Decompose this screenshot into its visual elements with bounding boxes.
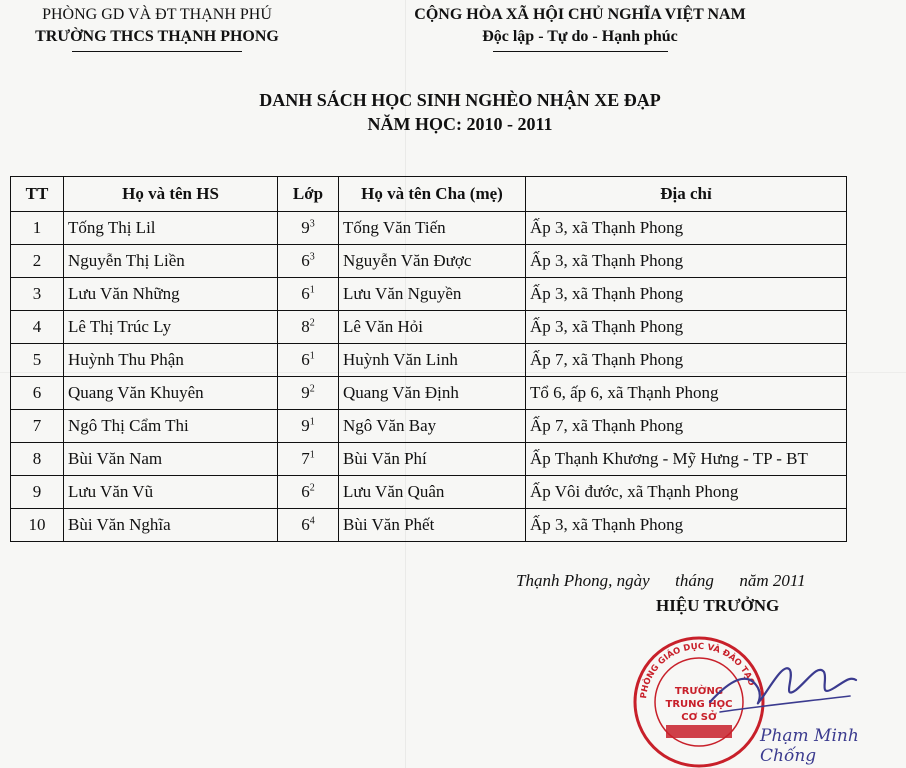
- table-row: [11, 377, 847, 410]
- cell-tt: 3: [11, 278, 64, 311]
- cell-class: [278, 377, 339, 410]
- cell-tt: 5: [11, 344, 64, 377]
- class-section: 1: [309, 284, 315, 296]
- cell-class: [278, 212, 339, 245]
- svg-text:TRUNG HỌC: TRUNG HỌC: [665, 699, 733, 710]
- national-header: [380, 4, 780, 52]
- cell-parent-name: Lưu Văn Nguyền: [339, 278, 526, 311]
- cell-student-name: Ngô Thị Cẩm Thi: [64, 410, 278, 443]
- column-header-parent: Họ và tên Cha (mẹ): [339, 177, 526, 212]
- cell-address: Ấp 3, xã Thạnh Phong: [526, 278, 847, 311]
- class-section: 2: [309, 383, 315, 395]
- svg-text:CƠ SỞ: CƠ SỞ: [681, 712, 717, 723]
- issuer-header: [12, 4, 302, 52]
- principal-title: HIỆU TRƯỞNG: [656, 596, 780, 615]
- class-section: 2: [309, 482, 315, 494]
- class-grade: 6: [301, 515, 310, 534]
- class-section: 3: [309, 218, 315, 230]
- cell-parent-name: Bùi Văn Phí: [339, 443, 526, 476]
- column-header-student: Họ và tên HS: [64, 177, 278, 212]
- class-section: 3: [309, 251, 315, 263]
- class-grade: 9: [301, 218, 310, 237]
- department-name: PHÒNG GD VÀ ĐT THẠNH PHÚ: [42, 6, 272, 23]
- table-row: [11, 476, 847, 509]
- class-grade: 6: [301, 482, 310, 501]
- table-row: [11, 311, 847, 344]
- cell-tt: 4: [11, 311, 64, 344]
- class-section: 1: [309, 350, 315, 362]
- column-header-address: Địa chỉ: [526, 177, 847, 212]
- cell-address: Ấp 3, xã Thạnh Phong: [526, 245, 847, 278]
- cell-parent-name: Nguyễn Văn Được: [339, 245, 526, 278]
- student-list-table: [10, 176, 847, 542]
- table-row: [11, 509, 847, 542]
- cell-parent-name: Huỳnh Văn Linh: [339, 344, 526, 377]
- title-line-1: DANH SÁCH HỌC SINH NGHÈO NHẬN XE ĐẠP: [259, 90, 661, 110]
- class-grade: 6: [301, 251, 310, 270]
- cell-student-name: Lê Thị Trúc Ly: [64, 311, 278, 344]
- cell-class: [278, 509, 339, 542]
- cell-address: Ấp Thạnh Khương - Mỹ Hưng - TP - BT: [526, 443, 847, 476]
- header-underline: [72, 51, 242, 52]
- class-grade: 7: [301, 449, 310, 468]
- cell-class: [278, 245, 339, 278]
- cell-tt: 10: [11, 509, 64, 542]
- cell-address: Ấp 3, xã Thạnh Phong: [526, 212, 847, 245]
- class-section: 1: [309, 449, 315, 461]
- cell-student-name: Huỳnh Thu Phận: [64, 344, 278, 377]
- cell-tt: 1: [11, 212, 64, 245]
- table-row: [11, 443, 847, 476]
- cell-student-name: Lưu Văn Vũ: [64, 476, 278, 509]
- svg-text:PHÒNG GIÁO DỤC VÀ ĐÀO TẠO: PHÒNG GIÁO DỤC VÀ ĐÀO TẠO: [639, 641, 757, 700]
- cell-tt: 9: [11, 476, 64, 509]
- class-grade: 6: [301, 284, 310, 303]
- cell-class: [278, 311, 339, 344]
- principal-signature: [700, 640, 860, 740]
- table-body: [11, 212, 847, 542]
- title-line-2: NĂM HỌC: 2010 - 2011: [367, 114, 553, 134]
- class-grade: 8: [301, 317, 310, 336]
- cell-student-name: Nguyễn Thị Liền: [64, 245, 278, 278]
- cell-class: [278, 344, 339, 377]
- table-row: [11, 278, 847, 311]
- cell-tt: 6: [11, 377, 64, 410]
- table-row: [11, 245, 847, 278]
- republic-name: CỘNG HÒA XÃ HỘI CHỦ NGHĨA VIỆT NAM: [414, 6, 746, 23]
- cell-student-name: Bùi Văn Nam: [64, 443, 278, 476]
- document-title: [180, 88, 740, 136]
- national-motto: Độc lập - Tự do - Hạnh phúc: [482, 28, 678, 45]
- cell-address: Ấp Vôi đước, xã Thạnh Phong: [526, 476, 847, 509]
- cell-student-name: Quang Văn Khuyên: [64, 377, 278, 410]
- table-row: [11, 344, 847, 377]
- cell-parent-name: Bùi Văn Phết: [339, 509, 526, 542]
- cell-class: [278, 443, 339, 476]
- cell-parent-name: Lê Văn Hỏi: [339, 311, 526, 344]
- cell-tt: 2: [11, 245, 64, 278]
- place-and-date: Thạnh Phong, ngày tháng năm 2011: [516, 571, 806, 590]
- column-header-tt: TT: [11, 177, 64, 212]
- table-row: [11, 212, 847, 245]
- motto-underline: [493, 51, 668, 52]
- cell-tt: 8: [11, 443, 64, 476]
- cell-address: Ấp 3, xã Thạnh Phong: [526, 311, 847, 344]
- cell-address: Ấp 3, xã Thạnh Phong: [526, 509, 847, 542]
- column-header-class: Lớp: [278, 177, 339, 212]
- cell-parent-name: Quang Văn Định: [339, 377, 526, 410]
- class-section: 4: [309, 515, 315, 527]
- cell-class: [278, 278, 339, 311]
- signer-name: Phạm Minh Chống: [760, 726, 859, 766]
- cell-parent-name: Tống Văn Tiến: [339, 212, 526, 245]
- class-section: 1: [309, 416, 315, 428]
- class-section: 2: [309, 317, 315, 329]
- cell-student-name: Bùi Văn Nghĩa: [64, 509, 278, 542]
- cell-tt: 7: [11, 410, 64, 443]
- school-name: TRƯỜNG THCS THẠNH PHONG: [35, 28, 279, 45]
- cell-class: [278, 410, 339, 443]
- cell-parent-name: Lưu Văn Quân: [339, 476, 526, 509]
- cell-address: Ấp 7, xã Thạnh Phong: [526, 410, 847, 443]
- svg-text:TRƯỜNG: TRƯỜNG: [674, 686, 724, 697]
- table-row: [11, 410, 847, 443]
- table-header-row: [11, 177, 847, 212]
- class-grade: 9: [301, 416, 310, 435]
- cell-address: Ấp 7, xã Thạnh Phong: [526, 344, 847, 377]
- class-grade: 9: [301, 383, 310, 402]
- cell-student-name: Lưu Văn Những: [64, 278, 278, 311]
- cell-parent-name: Ngô Văn Bay: [339, 410, 526, 443]
- cell-class: [278, 476, 339, 509]
- cell-address: Tổ 6, ấp 6, xã Thạnh Phong: [526, 377, 847, 410]
- class-grade: 6: [301, 350, 310, 369]
- cell-student-name: Tống Thị Lil: [64, 212, 278, 245]
